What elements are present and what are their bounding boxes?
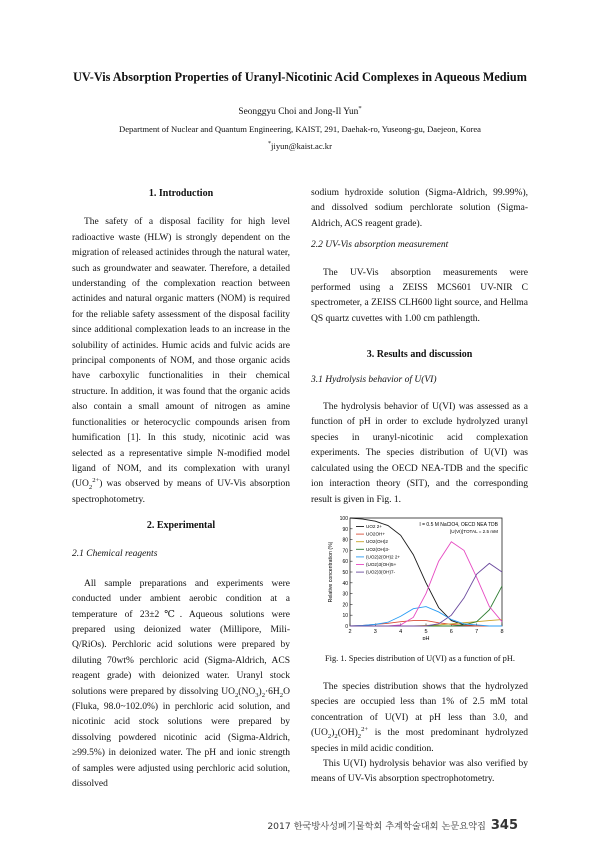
- y-axis-label: Relative concentration (%): [328, 541, 334, 603]
- legend-label: UO2(OH)3-: [366, 546, 390, 552]
- uvvis-heading: 2.2 UV-Vis absorption measurement: [311, 240, 449, 251]
- legend-label: UO2(OH)2: [366, 539, 388, 545]
- species-distribution-chart: [326, 512, 506, 640]
- intro-paragraph: The safety of a disposal facility for high level radioactive waste (HLW) is strongly dependent on the migration of released actinides through the natural water, such as groundwater and seawater. Therefore, a detailed understanding of the complexation reaction between actinides and natural organic matters (NOM) is required for the reliable safety assessment of the disposal facility since additional complexation leads to an increase in the solubility of actinides. Humic acids and fulvic acids are principal components of NOM, and those organic acids have carboxylic functionalities in their chemical structure. In addition, it was found that the organic acids also contain a small amount of nitrogen as amine functionalities or heterocyclic compounds arisen from humification [1]. In this study, nicotinic acid was selected as a representative simple N-modified model ligand of NOM, and its complexation with uranyl $(UO_2^{2+})$ was observed by means of UV-Vis absorption spectrophotometry.: [72, 217, 290, 505]
- authors: Seonggyu Choi and Jong-Il Yun*: [238, 104, 362, 117]
- x-tick-label: 3: [373, 629, 377, 635]
- legend-label: (UO2)2(OH)2 2+: [366, 554, 401, 560]
- y-tick-label: 30: [342, 591, 348, 598]
- verification-paragraph: This U(VI) hydrolysis behavior was also verified by means of UV-Vis absorption spectrophotometry.: [311, 759, 528, 785]
- intro-heading: 1. Introduction: [148, 188, 214, 199]
- x-tick-label: 8: [500, 629, 504, 635]
- chart-title: I = 0.5 M NaClO4, OECD NEA TDB: [419, 522, 498, 528]
- chart-subtitle: [U(VI)]TOTAL = 2.5 mM: [449, 529, 498, 534]
- email: *jiyun@kaist.ac.kr: [268, 141, 332, 151]
- x-tick-label: 4: [399, 629, 403, 635]
- reagents-paragraph-cont: sodium hydroxide solution (Sigma-Aldrich, 99.99%), and dissolved sodium perchlorate solution (Sigma-Aldrich, ACS reagent grade).: [311, 188, 528, 229]
- legend-label: UO2OH+: [366, 531, 386, 537]
- series-line: [350, 607, 502, 626]
- affiliation: Department of Nuclear and Quantum Engineering, KAIST, 291, Daehak-ro, Yuseong-gu, Daejeon, Korea: [118, 124, 481, 134]
- page-number: 345: [490, 818, 518, 833]
- x-tick-label: 6: [449, 629, 453, 635]
- reagents-paragraph: All sample preparations and experiments were conducted under ambient aerobic condition at a temperature of 23±2℃. Aqueous solutions were prepared using deionized water (Millipore, Mili-Q/RiOs). Perchloric acid solutions were prepared by diluting 70wt% perchloric acid (Sigma-Aldrich, ACS reagent grade) with deionized water. Uranyl stock solutions were prepared by dissolving $UO_2(NO_3)_2\cdot 6H_2O$ (Fluka, 98.0~102.0%) in perchloric acid solution, and nicotinic acid stock solutions were prepared by dissolving powdered nicotinic acid (Sigma-Aldrich, ≥99.5%) in deionized water. The pH and ionic strength of samples were adjusted using perchloric acid solution, dissolved: [72, 578, 290, 790]
- y-tick-label: 20: [342, 602, 348, 609]
- legend-label: (UO2)3(OH)5+: [366, 562, 397, 567]
- results-heading: 3. Results and discussion: [366, 349, 473, 361]
- chemical-reagents-heading: 2.1 Chemical reagents: [72, 549, 158, 560]
- x-tick-label: 7: [475, 629, 479, 635]
- x-tick-label: 2: [348, 629, 352, 635]
- right-column: [311, 186, 528, 508]
- x-axis-label: pH: [422, 636, 430, 640]
- hydrolysis-heading: 3.1 Hydrolysis behavior of U(VI): [311, 374, 437, 385]
- y-tick-label: 10: [342, 613, 348, 620]
- y-tick-label: 90: [342, 526, 348, 533]
- figure-caption: Fig. 1. Species distribution of U(VI) as a function of pH.: [324, 654, 516, 663]
- paper-title: UV-Vis Absorption Properties of Uranyl-Nicotinic Acid Complexes in Aqueous Medium: [73, 70, 527, 84]
- y-tick-label: 50: [342, 570, 348, 576]
- uvvis-paragraph: The UV-Vis absorption measurements were performed using a ZEISS MCS601 UV-NIR C spectrometer, a ZEISS CLH600 light source, and Hellma QS quartz cuvettes with 1.00 cm pathlength.: [311, 267, 528, 324]
- experimental-heading: 2. Experimental: [146, 520, 216, 531]
- footer-text: 2017 한국방사성폐기물학회 추계학술대회 논문요약집: [267, 821, 486, 832]
- page-footer: [267, 818, 518, 833]
- y-tick-label: 60: [342, 559, 348, 566]
- y-tick-label: 0: [345, 624, 348, 630]
- legend-label: (UO2)3(OH)7-: [366, 569, 396, 575]
- series-line: [350, 586, 502, 626]
- legend-label: UO2 2+: [366, 524, 382, 529]
- left-column: [72, 186, 290, 508]
- left-column-experimental: [72, 518, 290, 793]
- x-tick-label: 5: [424, 629, 428, 635]
- y-tick-label: 100: [339, 516, 348, 522]
- y-tick-label: 40: [342, 580, 348, 587]
- y-tick-label: 80: [342, 537, 348, 544]
- hydrolysis-paragraph: The hydrolysis behavior of U(VI) was assessed as a function of pH in order to exclude hydrolyzed uranyl species in uranyl-nicotinic acid complexation experiments. The species distribution of U(VI) was calculated using the OECD NEA-TDB and the specific ion interaction theory (SIT), and the corresponding result is given in Fig. 1.: [311, 402, 528, 505]
- y-tick-label: 70: [342, 548, 348, 555]
- species-paragraph: The species distribution shows that the hydrolyzed species are occupied less than 1% of 2.5 mM total concentration of U(VI) at pH less than 3.0, and $(UO_2)_2(OH)_2^{2+}$ is the most predominant hydrolyzed species in mild acidic condition.: [311, 682, 528, 754]
- chart-svg: [326, 512, 506, 640]
- right-column-bottom: [311, 680, 528, 788]
